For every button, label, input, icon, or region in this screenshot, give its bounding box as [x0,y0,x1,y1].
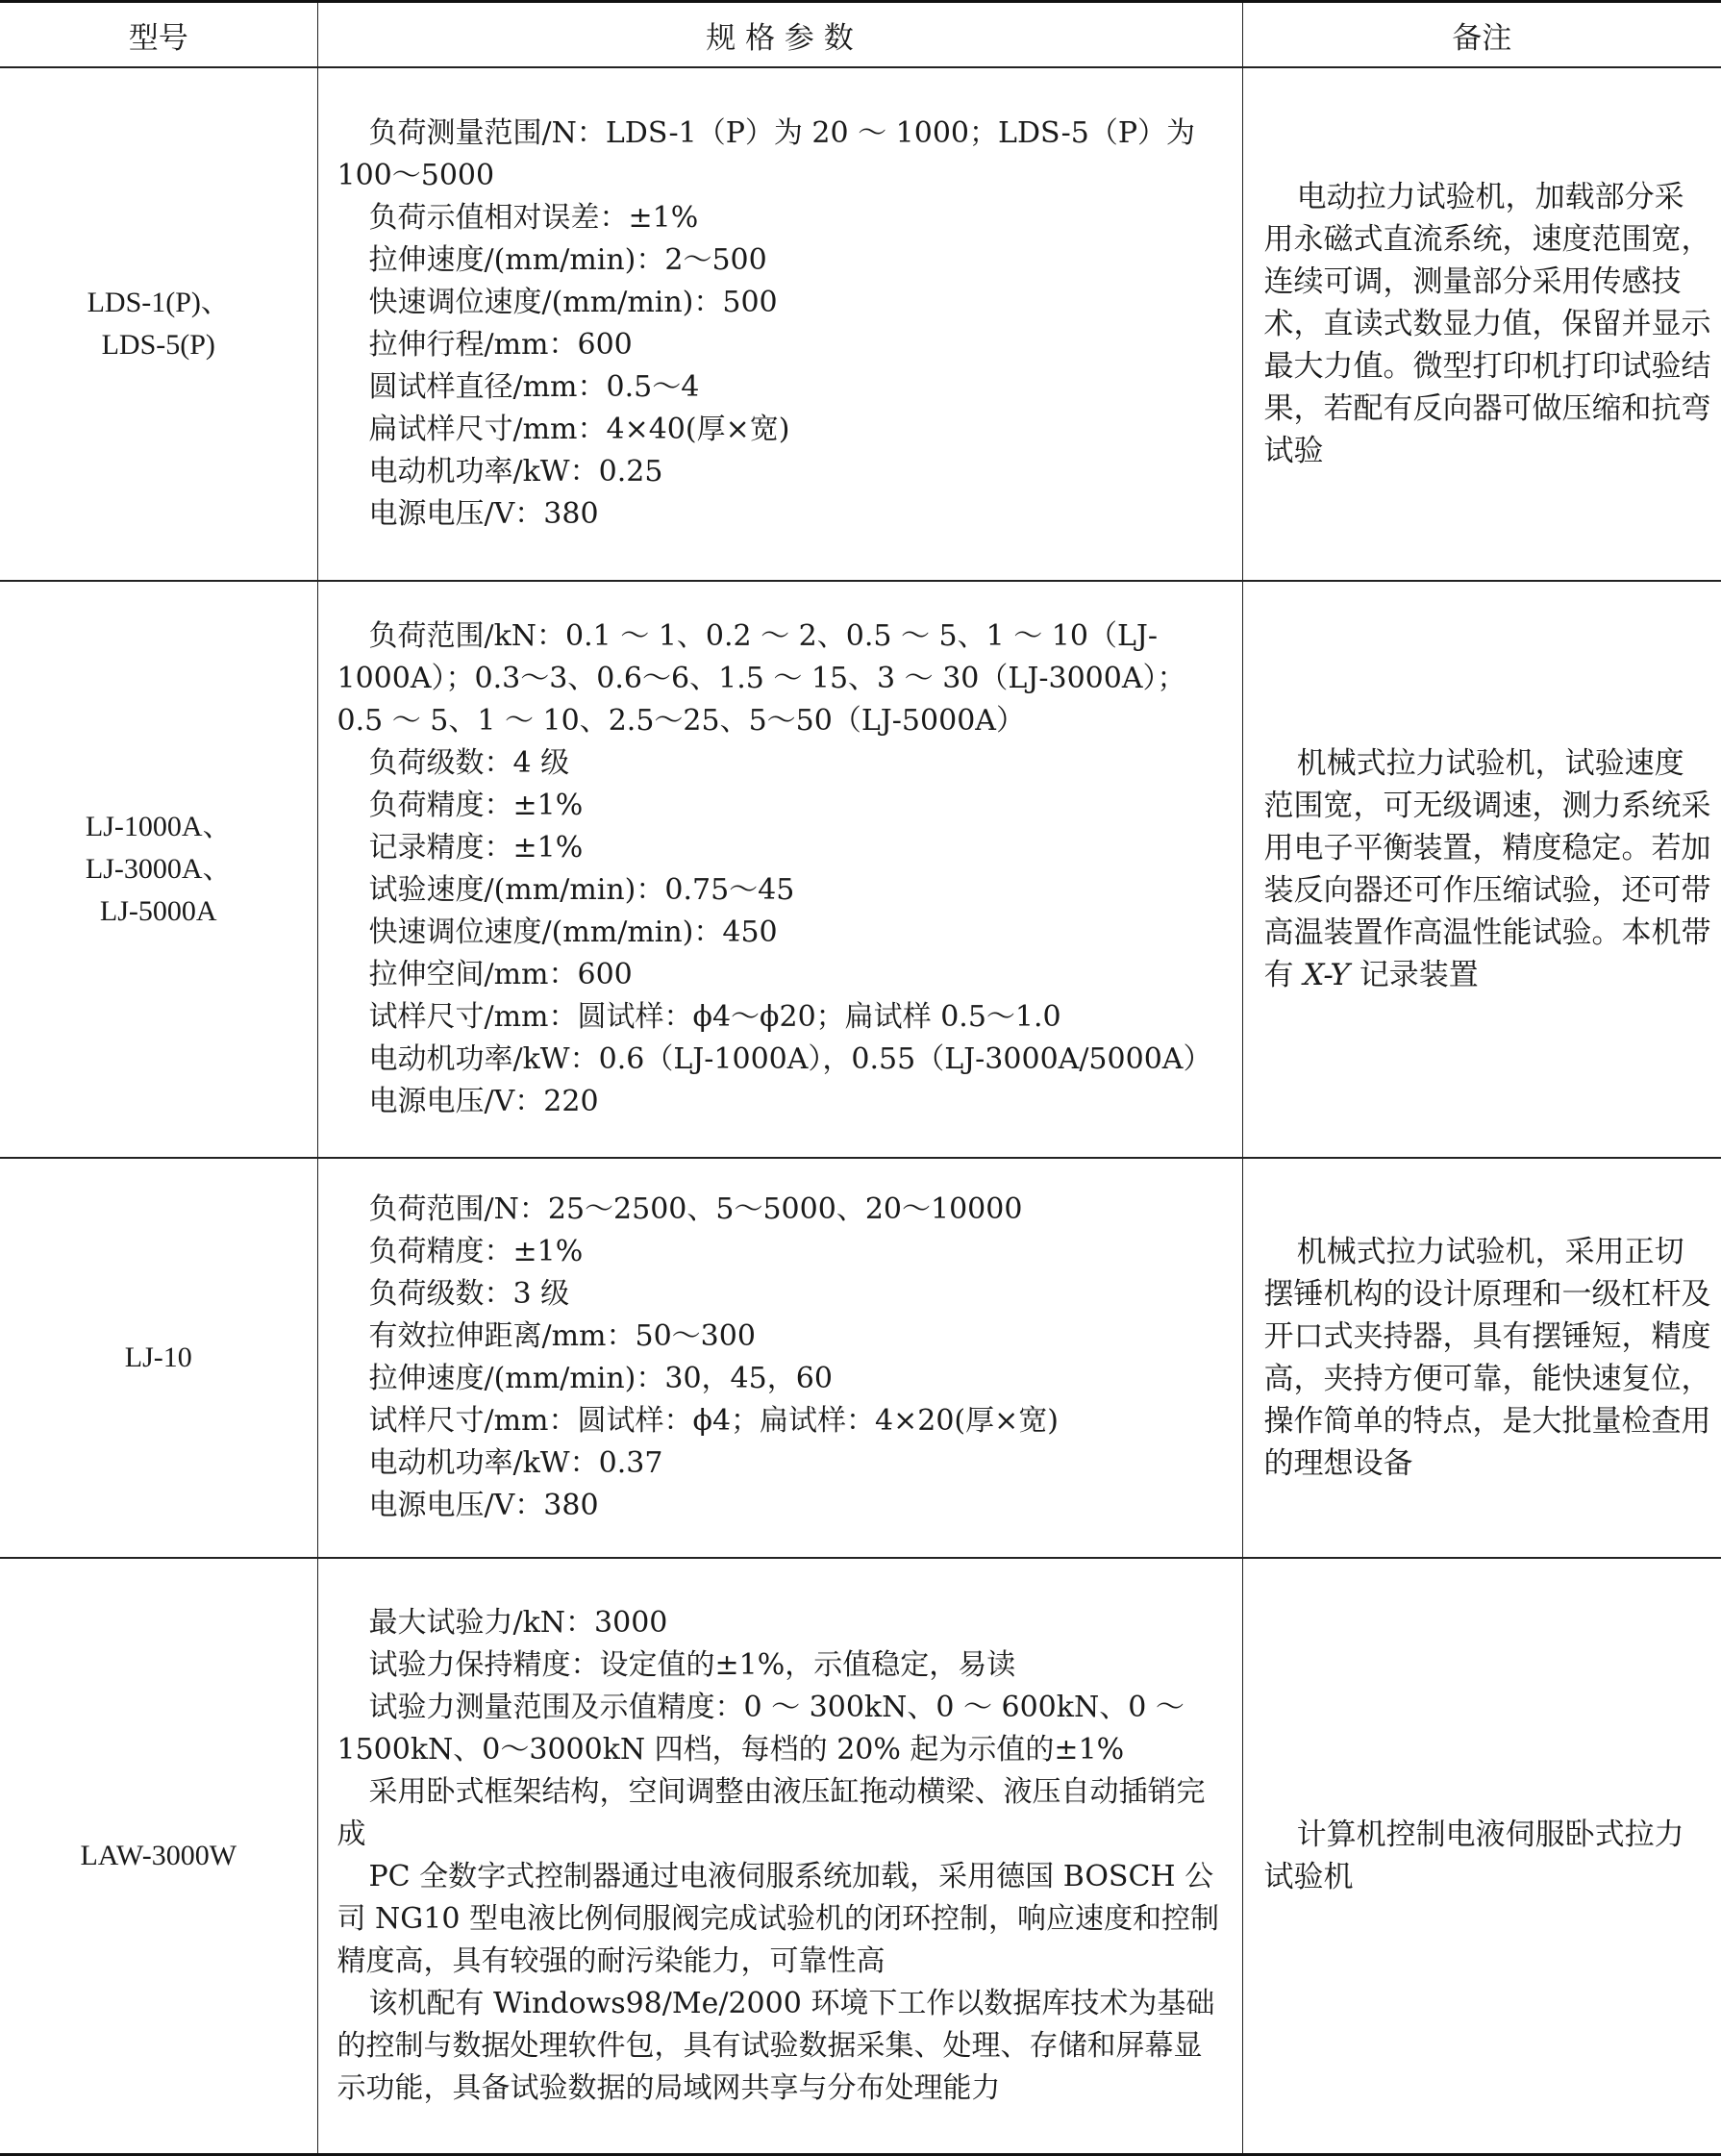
model-name: LDS-1(P)、 [87,287,230,318]
note-italic-term: X-Y [1303,958,1350,992]
spec-line: 负荷精度：±1% [368,1235,584,1268]
table-row [0,581,1721,1158]
spec-line: 拉伸速度/(mm/min)：2～500 [368,243,767,277]
model-cell [0,581,317,1158]
spec-line: 拉伸速度/(mm/min)：30，45，60 [368,1362,833,1395]
header-model: 型号 [0,2,317,68]
spec-line: 最大试验力/kN：3000 [368,1606,668,1640]
spec-line: 拉伸空间/mm：600 [368,958,633,991]
note-text: 机械式拉力试验机，采用正切摆锤机构的设计原理和一级杠杆及开口式夹持器，具有摆锤短，精度高，夹持方便可靠，能快速复位，操作简单的特点，是大批量检查用的理想设备 [1263,1235,1711,1481]
spec-line: 电动机功率/kW：0.37 [368,1446,663,1480]
note-text [1264,742,1712,996]
spec-line: 负荷测量范围/N：LDS-1（P）为 20 ～ 1000；LDS-5（P）为 100～5000 [337,116,1196,192]
spec-line: 试样尺寸/mm：圆试样：ϕ4～ϕ20；扁试样 0.5～1.0 [368,1000,1061,1034]
table-row [0,1158,1721,1558]
spec-line: 电源电压/V：220 [368,1085,599,1118]
model-name: LJ-5000A [99,895,217,927]
spec-line: PC 全数字式控制器通过电液伺服系统加载，采用德国 BOSCH 公司 NG10 型电液比例伺服阀完成试验机的闭环控制，响应速度和控制精度高，具有较强的耐污染能力，可靠性高 [337,1860,1219,1978]
model-name: LJ-1000A、 [85,811,232,842]
spec-line: 有效拉伸距离/mm：50～300 [368,1319,756,1353]
spec-line: 拉伸行程/mm：600 [368,328,633,362]
spec-line: 负荷级数：4 级 [368,746,570,780]
model-cell [0,1158,317,1558]
spec-line: 该机配有 Windows98/Me/2000 环境下工作以数据库技术为基础的控制与数据处理软件包，具有试验数据采集、处理、存储和屏幕显示功能，具备试验数据的局域网共享与分布处理能力 [337,1987,1215,2105]
note-text-part: 机械式拉力试验机，试验速度范围宽，可无级调速，测力系统采用电子平衡装置，精度稳定。若加装反向器还可作压缩试验，还可带高温装置作高温性能试验。本机带有 [1263,746,1711,992]
model-cell [0,67,317,581]
spec-line: 试验速度/(mm/min)：0.75～45 [368,873,795,907]
spec-line: 负荷级数：3 级 [368,1277,570,1311]
model-name: LDS-5(P) [101,329,215,361]
spec-line: 负荷精度：±1% [368,789,584,822]
model-cell [0,1558,317,2155]
note-cell [1242,67,1721,581]
spec-line: 负荷范围/N：25～2500、5～5000、20～10000 [368,1192,1023,1226]
spec-line: 电动机功率/kW：0.25 [368,455,663,489]
note-text: 计算机控制电液伺服卧式拉力试验机 [1263,1818,1684,1894]
spec-line: 负荷示值相对误差：±1% [368,201,699,235]
spec-line: 试样尺寸/mm：圆试样：ϕ4；扁试样：4×20(厚×宽) [368,1404,1059,1438]
header-specs: 规 格 参 数 [317,2,1242,68]
model-name: LJ-3000A、 [85,853,232,885]
spec-line: 负荷范围/kN：0.1 ～ 1、0.2 ～ 2、0.5 ～ 5、1 ～ 10（LJ-1000A）；0.3～3、0.6～6、1.5 ～ 15、3 ～ 30（LJ-3000A）；0.5 ～ 5、1 ～ 10、2.5～25、5～50（LJ-5000A） [337,619,1186,738]
spec-line: 记录精度：±1% [368,831,584,865]
note-text-part: 记录装置 [1349,958,1479,992]
model-name: LJ-10 [124,1341,192,1373]
spec-cell [317,1158,1242,1558]
table-row [0,1558,1721,2155]
spec-line: 快速调位速度/(mm/min)：450 [368,915,778,949]
note-cell [1242,581,1721,1158]
table-header-row [0,2,1721,68]
spec-line: 试验力保持精度：设定值的±1%，示值稳定，易读 [368,1648,1016,1682]
note-text: 电动拉力试验机，加载部分采用永磁式直流系统，速度范围宽，连续可调，测量部分采用传感技术，直读式数显力值，保留并显示最大力值。微型打印机打印试验结果，若配有反向器可做压缩和抗弯试验 [1263,180,1711,468]
header-note: 备注 [1242,2,1721,68]
note-cell [1242,1158,1721,1558]
spec-line: 采用卧式框架结构，空间调整由液压缸拖动横梁、液压自动插销完成 [337,1775,1206,1851]
spec-cell [317,581,1242,1158]
table-row [0,67,1721,581]
spec-line: 扁试样尺寸/mm：4×40(厚×宽) [368,413,790,446]
spec-line: 快速调位速度/(mm/min)：500 [368,286,778,319]
spec-cell [317,1558,1242,2155]
spec-line: 圆试样直径/mm：0.5～4 [368,370,700,404]
spec-line: 电动机功率/kW：0.6（LJ-1000A），0.55（LJ-3000A/5000A） [368,1042,1212,1076]
spec-cell [317,67,1242,581]
spec-line: 电源电压/V：380 [368,1489,599,1522]
spec-line: 试验力测量范围及示值精度：0 ～ 300kN、0 ～ 600kN、0 ～ 1500kN、0～3000kN 四档，每档的 20% 起为示值的±1% [337,1691,1185,1767]
note-cell [1242,1558,1721,2155]
spec-line: 电源电压/V：380 [368,497,599,531]
model-name: LAW-3000W [80,1840,237,1871]
